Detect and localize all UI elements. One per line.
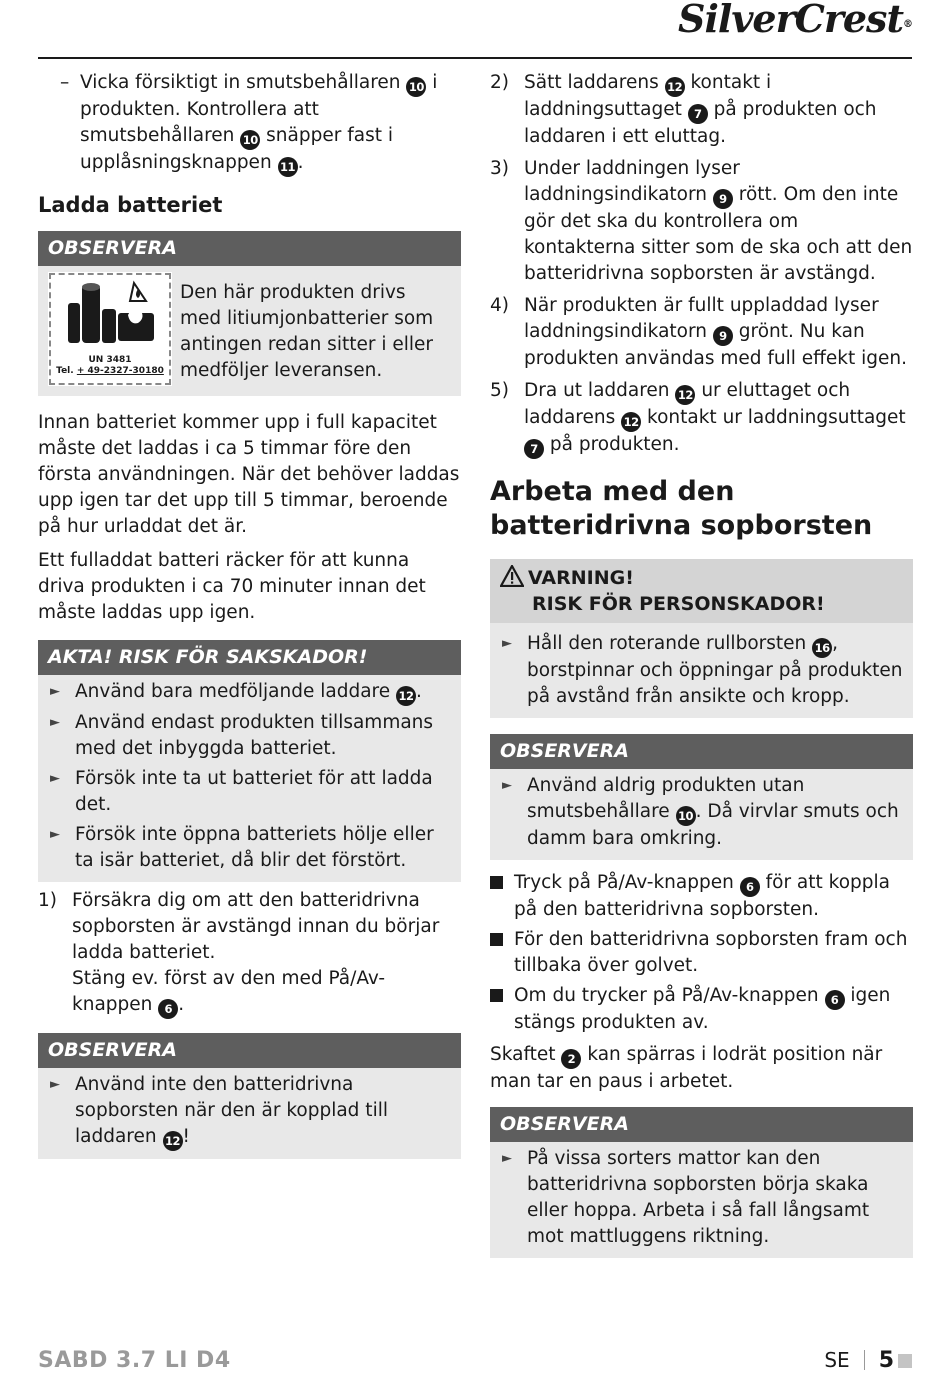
square-list-item: För den batteridrivna sopborsten fram och tillbaka över golvet. <box>490 927 913 979</box>
paragraph-run-time: Ett fulladdat batteri räcker för att kunna driva produkten i ca 70 minuter innan det måste laddas upp igen. <box>38 550 426 623</box>
warning-triangle-icon <box>500 565 524 587</box>
observera-box-4 <box>490 1107 913 1258</box>
part-number-badge: 10 <box>406 77 426 97</box>
part-number-badge: 12 <box>163 1131 183 1151</box>
square-bullet-icon <box>490 933 503 946</box>
list-item: ► På vissa sorters mattor kan den batteridrivna sopborsten börja skaka eller hoppa. Arbeta i så fall långsamt mot mattluggens riktning. <box>502 1148 870 1247</box>
observera-box-2 <box>38 1033 461 1159</box>
box-title: AKTA! RISK FÖR SAKSKADOR! <box>38 640 461 675</box>
triangle-bullet-icon: ► <box>50 684 60 699</box>
observera-text: Den här produkten drivs med litiumjonbatterier som antingen redan sitter i eller medföljer leveransen. <box>180 282 434 381</box>
footer-language: SE <box>824 1348 850 1372</box>
part-number-badge: 10 <box>240 130 260 150</box>
section-heading-arbeta: Arbeta med den batteridrivna sopborsten <box>490 476 873 541</box>
square-list-item: Om du trycker på På/Av-knappen 6 igen stängs produkten av. <box>490 983 913 1036</box>
left-column <box>38 70 461 1159</box>
box-title: OBSERVERA <box>38 1033 461 1068</box>
part-number-badge: 6 <box>158 999 178 1019</box>
dash-marker: – <box>60 72 70 93</box>
paragraph-charge-time: Innan batteriet kommer upp i full kapacitet måste det laddas i ca 5 timmar före den första användningen. När det behöver laddas upp igen tar det upp till 5 timmar, beroende på hur urladdat det är. <box>38 412 460 537</box>
list-item: ► Använd inte den batteridrivna sopborsten när den är kopplad till laddaren 12 ! <box>48 1072 453 1151</box>
footer-model-number: SABD 3.7 LI D4 <box>38 1348 231 1373</box>
square-bullet-icon <box>490 876 503 889</box>
box-title: VARNING! RISK FÖR PERSONSKADOR! <box>490 559 913 623</box>
header-rule <box>38 57 912 59</box>
step-4: 4) När produkten är fullt uppladdad lyser laddningsindikatorn 9 grönt. Nu kan produkten användas med full effekt igen. <box>490 295 908 369</box>
part-number-badge: 12 <box>621 412 641 432</box>
step-5: 5) Dra ut laddaren 12 ur eluttaget och laddarens 12 kontakt ur laddningsuttaget 7 på produkten. <box>490 378 913 459</box>
part-number-badge: 10 <box>676 806 696 826</box>
akta-warning-box <box>38 640 461 882</box>
paragraph-skaft: Skaftet 2 kan spärras i lodrät position när man tar en paus i arbetet. <box>490 1044 883 1092</box>
triangle-bullet-icon: ► <box>502 778 512 793</box>
observera-box-1 <box>38 231 461 396</box>
varning-box <box>490 559 913 718</box>
list-item: ► Använd aldrig produkten utan smutsbehållare 10 . Då virvlar smuts och damm bara omkring. <box>502 775 899 849</box>
step-3: 3) Under laddningen lyser laddningsindikatorn 9 rött. Om den inte gör det ska du kontrollera om kontakterna sitter som de ska och att den batteridrivna sopborsten är avstängd. <box>490 158 913 284</box>
part-number-badge: 6 <box>740 877 760 897</box>
part-number-badge: 2 <box>561 1049 581 1069</box>
triangle-bullet-icon: ► <box>502 1151 512 1166</box>
part-number-badge: 12 <box>396 686 416 706</box>
footer-page-info <box>824 1346 912 1375</box>
right-column <box>490 70 913 1258</box>
box-title: OBSERVERA <box>490 734 913 769</box>
box-title: OBSERVERA <box>38 231 461 266</box>
list-item: ► Försök inte ta ut batteriet för att ladda det. <box>50 768 433 815</box>
part-number-badge: 6 <box>825 990 845 1010</box>
battery-shipping-label-image: UN 3481 Tel. + 49-2327-30180 <box>48 272 172 386</box>
part-number-badge: 11 <box>278 157 298 177</box>
square-list-item: Tryck på På/Av-knappen 6 för att koppla på den batteridrivna sopborsten. <box>490 870 913 923</box>
step-1: 1) Försäkra dig om att den batteridrivna sopborsten är avstängd innan du börjar ladda batteriet. Stäng ev. först av den med På/Av-knappen 6 . <box>38 888 461 1019</box>
part-number-badge: 9 <box>713 189 733 209</box>
list-item: ► Använd bara medföljande laddare 12 . <box>48 679 453 706</box>
part-number-badge: 12 <box>665 77 685 97</box>
square-bullet-icon <box>490 989 503 1002</box>
battery-fire-icon <box>58 279 162 349</box>
intro-step: – Vicka försiktigt in smutsbehållaren 10 i produkten. Kontrollera att smutsbehållaren 10 snäpper fast i upplåsningsknappen 11 . <box>38 70 461 177</box>
observera-box-3 <box>490 734 913 860</box>
part-number-badge: 12 <box>675 385 695 405</box>
box-title: OBSERVERA <box>490 1107 913 1142</box>
part-number-badge: 7 <box>688 104 708 124</box>
page-marker-square <box>898 1354 912 1368</box>
triangle-bullet-icon: ► <box>50 771 60 786</box>
triangle-bullet-icon: ► <box>502 636 512 651</box>
step-2: 2) Sätt laddarens 12 kontakt i laddningsuttaget 7 på produkten och laddaren i ett eluttag. <box>490 72 877 147</box>
part-number-badge: 16 <box>812 638 832 658</box>
list-item: ► Använd endast produkten tillsammans med det inbyggda batteriet. <box>50 712 434 759</box>
triangle-bullet-icon: ► <box>50 827 60 842</box>
triangle-bullet-icon: ► <box>50 1077 60 1092</box>
brand-logo: SilverCrest® <box>678 0 912 41</box>
triangle-bullet-icon: ► <box>50 715 60 730</box>
part-number-badge: 9 <box>713 326 733 346</box>
list-item: ► Försök inte öppna batteriets hölje eller ta isär batteriet, då blir det förstört. <box>50 824 434 871</box>
section-heading-ladda: Ladda batteriet <box>38 193 223 217</box>
part-number-badge: 7 <box>524 439 544 459</box>
list-item: ► Håll den roterande rullborsten 16 , borstpinnar och öppningar på produkten på avstånd från ansikte och kropp. <box>502 633 903 707</box>
footer-divider <box>864 1350 865 1370</box>
page-number: 5 <box>878 1348 894 1373</box>
